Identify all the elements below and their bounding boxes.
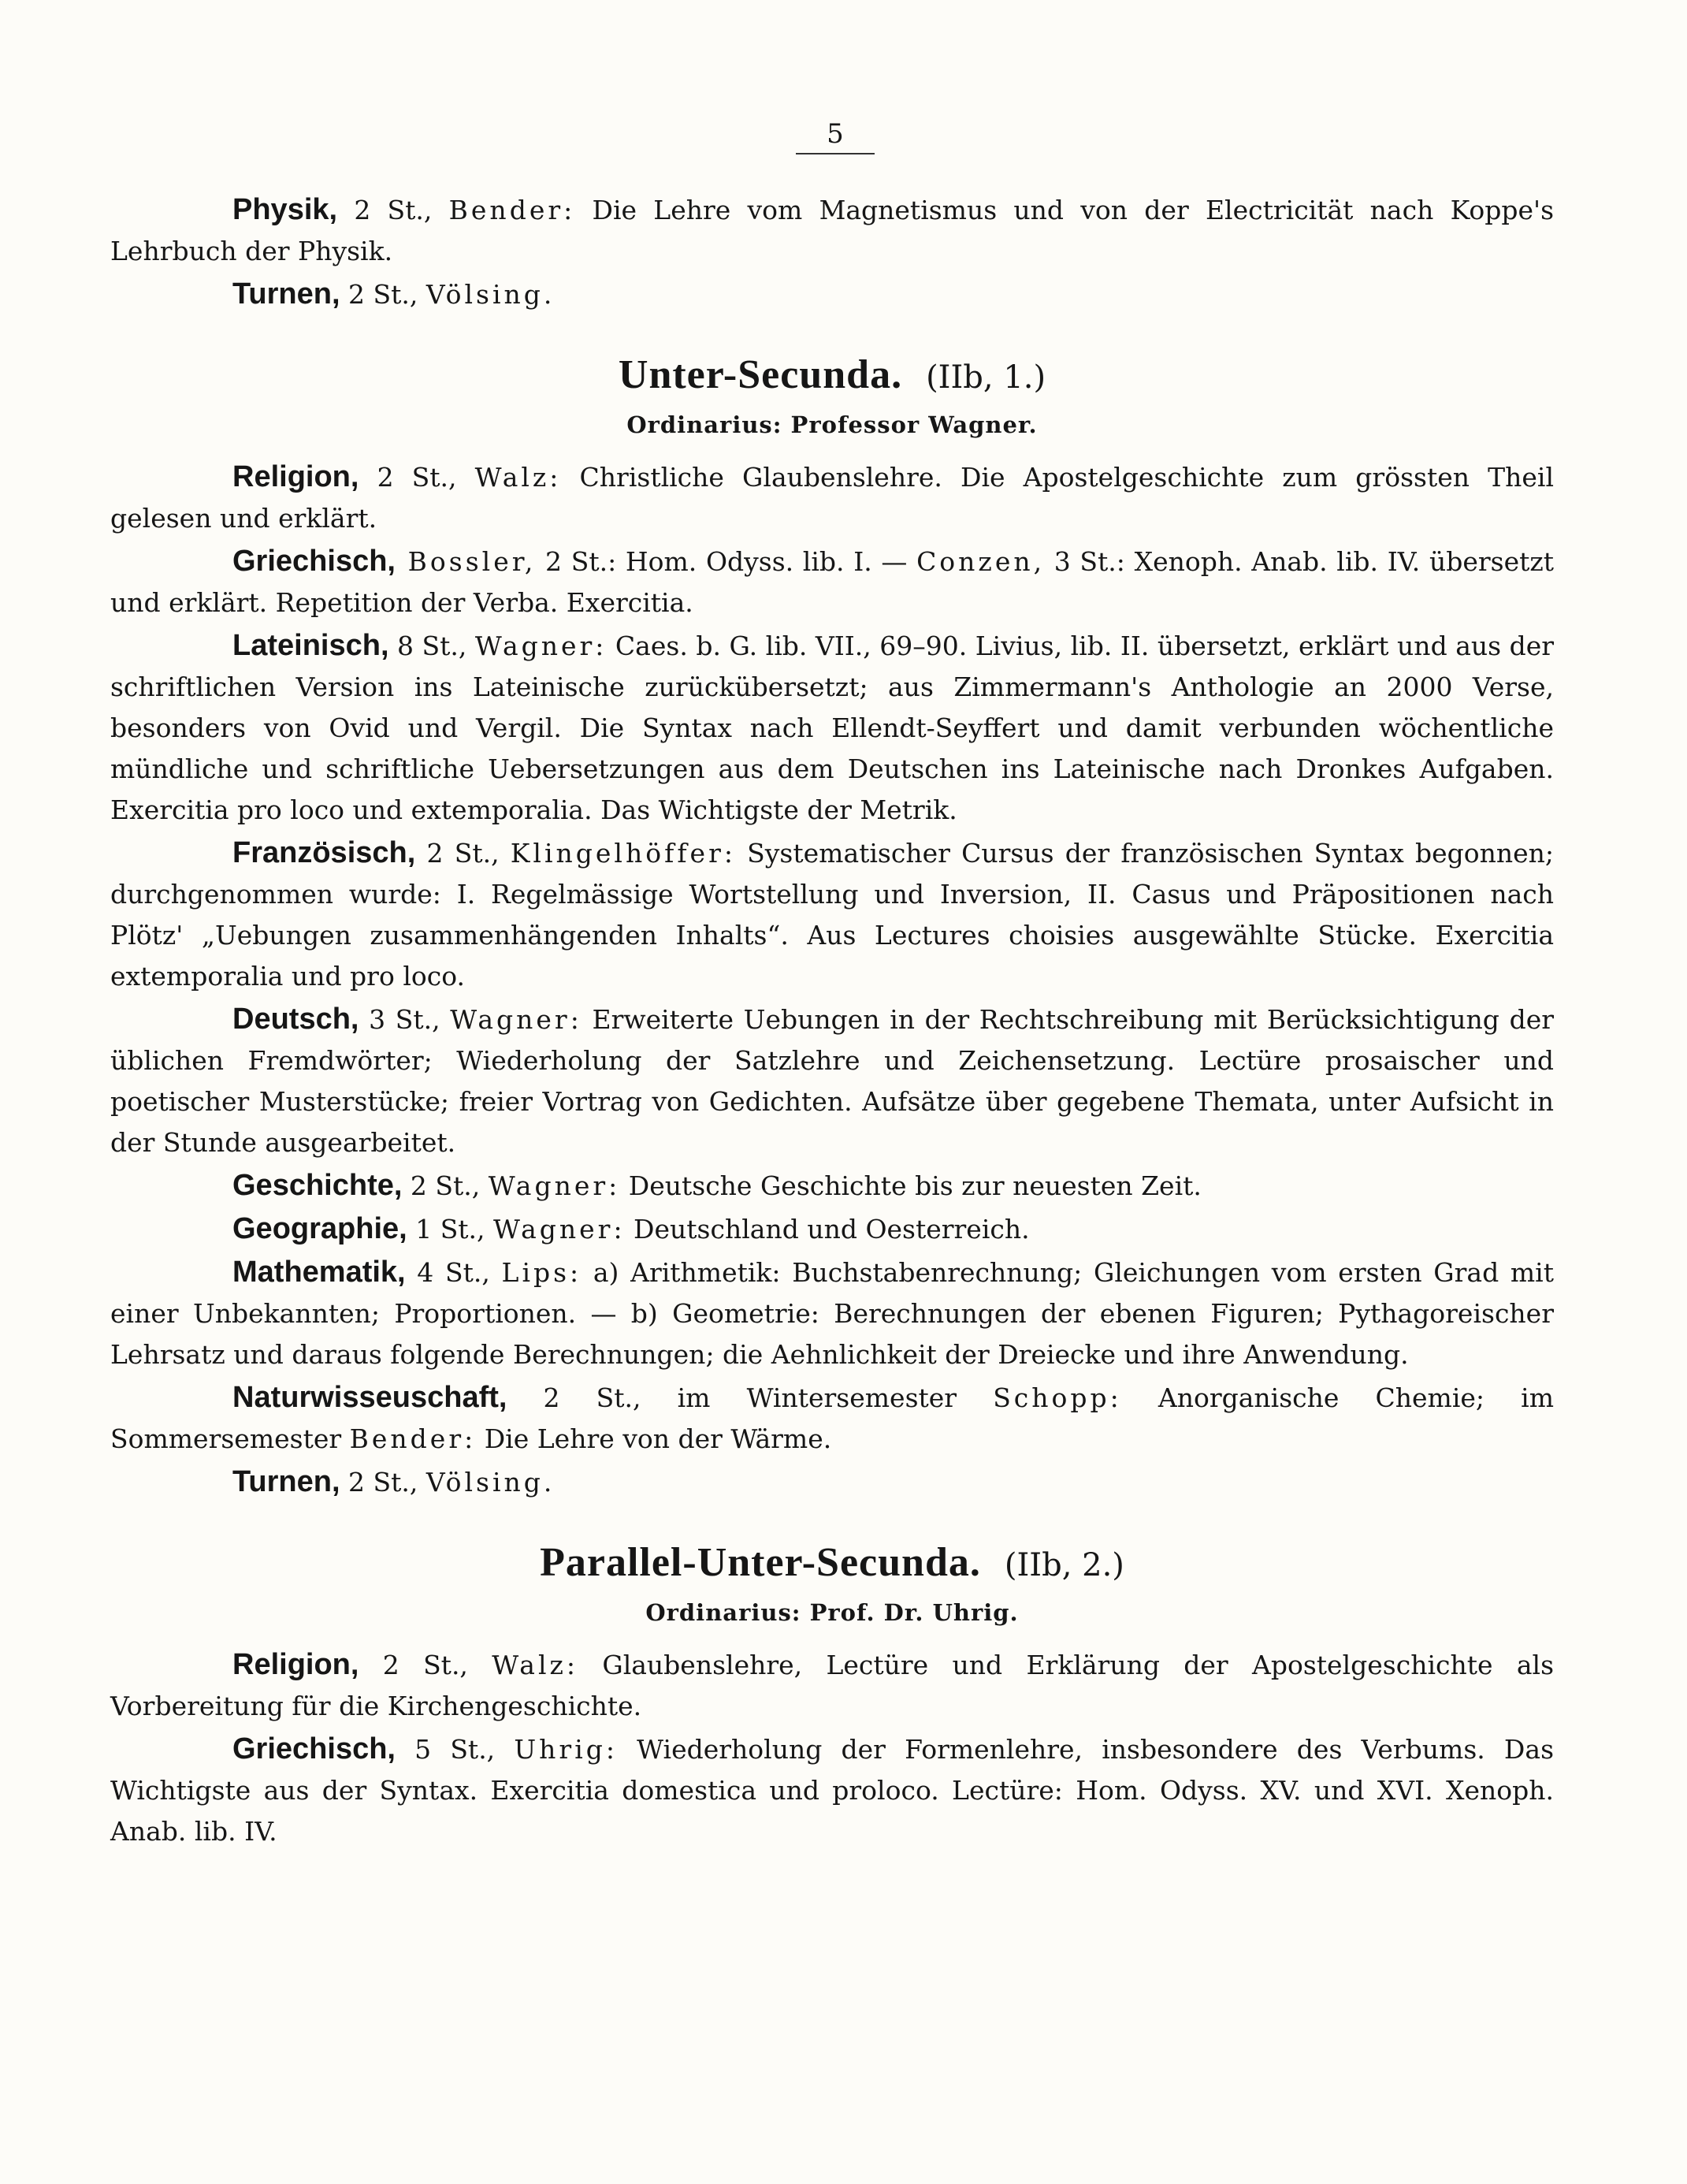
teacher-name: Wagner:: [450, 1004, 582, 1035]
section-title: Parallel-Unter-Secunda.: [540, 1540, 981, 1585]
entry-turnen: [110, 1461, 1554, 1503]
entry-naturwissenschaft: [110, 1377, 1554, 1460]
entry-text: Erweiterte Uebungen in der Rechtschreibung mit Berücksichtigung der üblichen Fremdwörter; Wiederholung der Satzlehre und Zeichensetzung. Lectüre prosaischer und poetischer Musterstücke; freier Vortrag von Gedichten. Aufsätze über gegebene Themata, unter Aufsicht in der Stunde ausgearbeitet.: [110, 1004, 1554, 1158]
hours: 5 St.,: [395, 1734, 515, 1765]
subject-name: Religion,: [232, 460, 359, 493]
teacher-name: Lips:: [501, 1257, 582, 1288]
subject-name: Naturwisseuschaft,: [232, 1381, 507, 1414]
subject-name: Mathematik,: [232, 1256, 406, 1289]
subject-name: Turnen,: [232, 277, 340, 311]
hours: 2 St.,: [337, 195, 449, 225]
entry-physik: [110, 189, 1554, 272]
entry-text: Die Lehre vom Magnetismus und von der Electricität nach Koppe's Lehrbuch der Physik.: [110, 195, 1555, 266]
hours: 2 St.,: [402, 1170, 489, 1201]
hours: 4 St.,: [405, 1257, 502, 1288]
teacher-name: Bossler,: [395, 546, 537, 577]
teacher-name: Bender:: [448, 195, 576, 225]
entry-text: Systematischer Cursus der französischen Syntax begonnen; durchgenommen wurde: I. Regelmässige Wortstellung und Inversion, II. Casus und Präpositionen nach Plötz' „Uebungen zusammenhängenden Inhalts“. Aus Lectures choisies ausgewählte Stücke. Exercitia extemporalia und pro loco.: [110, 838, 1554, 992]
hours: 1 St.,: [407, 1214, 494, 1245]
entry-text: Deutsche Geschichte bis zur neuesten Zeit.: [620, 1170, 1202, 1201]
hours: 2 St.,: [359, 462, 475, 493]
entry-mathematik: [110, 1252, 1554, 1375]
subject-name: Französisch,: [232, 836, 416, 869]
subject-name: Griechisch,: [232, 545, 396, 578]
teacher-name: Klingelhöffer:: [510, 838, 736, 869]
hours: 3 St.,: [359, 1004, 451, 1035]
subject-name: Physik,: [232, 193, 338, 226]
entry-text: 3 St.: Xenoph. Anab. lib. IV. übersetzt und erklärt. Repetition der Verba. Exercitia.: [110, 546, 1555, 618]
entry-geographie: [110, 1208, 1554, 1250]
hours: 8 St.,: [388, 631, 475, 661]
entry-deutsch: [110, 999, 1554, 1163]
hours: 2 St.,: [340, 1467, 426, 1498]
hours: 2 St.,: [340, 279, 426, 310]
teacher-name: Völsing.: [425, 1467, 556, 1498]
teacher-name: Völsing.: [425, 279, 556, 310]
teacher-name: Conzen,: [916, 546, 1046, 577]
subject-name: Deutsch,: [232, 1003, 359, 1036]
subject-name: Geschichte,: [232, 1169, 403, 1202]
entry-religion: [110, 1644, 1554, 1727]
entry-text: Anorganische Chemie; im Sommersemester: [110, 1382, 1554, 1454]
entry-griechisch: [110, 1728, 1554, 1852]
entry-turnen: [110, 273, 1554, 315]
ordinarius-line: Ordinarius: Professor Wagner.: [626, 411, 1038, 438]
entry-text: a) Arithmetik: Buchstabenrechnung; Gleichungen vom ersten Grad mit einer Unbekannten; Proportionen. — b) Geometrie: Berechnungen der ebenen Figuren; Pythagoreischer Lehrsatz und daraus folgende Berechnungen; die Aehnlichkeit der Dreiecke und ihre Anwendung.: [110, 1257, 1554, 1370]
hours: 2 St.,: [359, 1650, 492, 1680]
teacher-name: Bender:: [349, 1423, 477, 1454]
entry-text: 2 St., im Wintersemester: [507, 1382, 994, 1413]
subject-name: Geographie,: [232, 1212, 407, 1245]
entry-text: Caes. b. G. lib. VII., 69–90. Livius, lib. II. übersetzt, erklärt und aus der schriftlichen Version ins Lateinische zurückübersetzt; aus Zimmermann's Anthologie an 2000 Verse, besonders von Ovid und Vergil. Die Syntax nach Ellendt-Seyffert und damit verbunden wöchentliche mündliche und schriftliche Uebersetzungen aus dem Deutschen ins Lateinische nach Dronkes Aufgaben. Exercitia pro loco und extemporalia. Das Wichtigste der Metrik.: [110, 631, 1555, 825]
teacher-name: Walz:: [492, 1650, 579, 1680]
hours: 2 St.,: [415, 838, 511, 869]
section-heading-parallel-unter-secunda: [110, 1542, 1554, 1587]
subject-name: Religion,: [232, 1648, 359, 1681]
document-body: [110, 189, 1554, 1854]
entry-text: Wiederholung der Formenlehre, insbesondere des Verbums. Das Wichtigste aus der Syntax. Exercitia domestica und proloco. Lectüre: Hom. Odyss. XV. und XVI. Xenoph. Anab. lib. IV.: [110, 1734, 1555, 1847]
entry-geschichte: [110, 1165, 1554, 1207]
page-number: 5: [796, 118, 875, 154]
teacher-name: Wagner:: [488, 1170, 621, 1201]
entry-griechisch: [110, 541, 1554, 623]
teacher-name: Schopp:: [993, 1382, 1122, 1413]
entry-franzoesisch: [110, 832, 1554, 997]
entry-text: Glaubenslehre, Lectüre und Erklärung der Apostelgeschichte als Vorbereitung für die Kirchengeschichte.: [110, 1650, 1555, 1721]
entry-religion: [110, 456, 1554, 539]
teacher-name: Wagner:: [474, 631, 608, 661]
class-label: (IIb, 1.): [926, 359, 1046, 396]
subject-name: Turnen,: [232, 1465, 340, 1498]
entry-text: 2 St.: Hom. Odyss. lib. I. —: [536, 546, 917, 577]
section-heading-unter-secunda: [110, 352, 1554, 400]
subject-name: Lateinisch,: [232, 629, 389, 662]
section-title: Unter-Secunda.: [618, 352, 903, 397]
entry-text: Deutschland und Oesterreich.: [625, 1214, 1030, 1245]
teacher-name: Walz:: [474, 462, 562, 493]
entry-text: Christliche Glaubenslehre. Die Apostelgeschichte zum grössten Theil gelesen und erklärt.: [110, 462, 1555, 534]
class-label: (IIb, 2.): [1004, 1547, 1124, 1583]
teacher-name: Wagner:: [493, 1214, 626, 1245]
subject-name: Griechisch,: [232, 1732, 396, 1765]
entry-lateinisch: [110, 625, 1554, 831]
ordinarius-line: Ordinarius: Prof. Dr. Uhrig.: [645, 1599, 1019, 1626]
entry-text: Die Lehre von der Wärme.: [476, 1423, 832, 1454]
teacher-name: Uhrig:: [514, 1734, 618, 1765]
